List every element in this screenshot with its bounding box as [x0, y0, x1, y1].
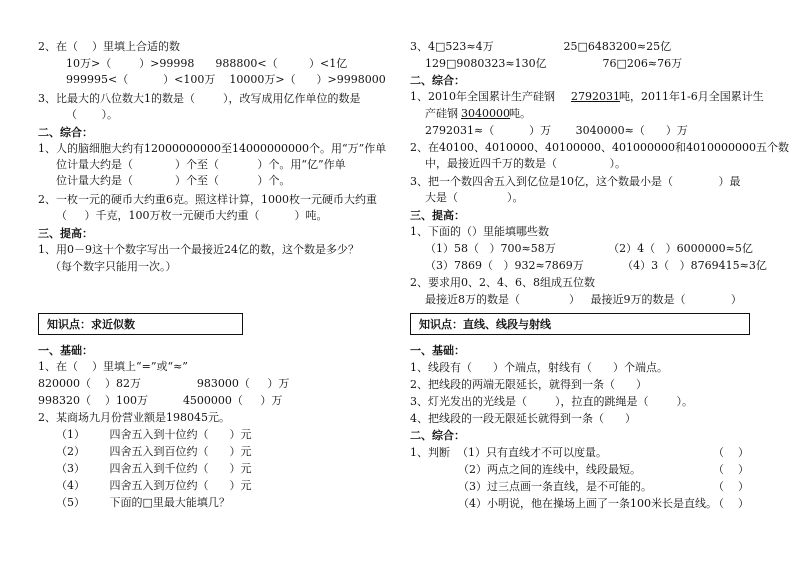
right-text-line: （3）7869（ ）932≈7869万 （4）3（ ）8769415≈3亿 — [425, 259, 767, 272]
left-text-line: 位计量大约是（ ）个至（ ）个。用“亿”作单 — [56, 158, 346, 171]
left-text-line: （每个数字只能用一次。） — [50, 260, 177, 273]
right-text-line: 一、基础： — [410, 344, 465, 357]
left-text-line: 998320（ ）100万 4500000（ ）万 — [38, 394, 283, 407]
right-text-line: 3、灯光发出的光线是（ ），拉直的跳绳是（ ）。 — [410, 395, 693, 408]
right-text-line: （2）两点之间的连线中，线段最短。 — [458, 463, 641, 476]
right-text-line: 129□9080323≈130亿 76□206≈76万 — [425, 57, 683, 70]
right-text-line: 2、把线段的两端无限延长，就得到一条（ ） — [410, 378, 647, 391]
right-text-line: 产硅钢 — [425, 107, 458, 120]
right-text-line: 三、提高： — [410, 209, 465, 222]
right-text-line: 3、4□523≈4万 25□6483200≈25亿 — [410, 40, 672, 53]
right-text-line: 最接近8万的数是（ ） 最接近9万的数是（ ） — [425, 293, 742, 306]
right-text-line: 2、要求用0、2、4、6、8组成五位数 — [410, 276, 595, 289]
right-text-line: 二、综合： — [410, 74, 465, 87]
left-text-line: （ ）。 — [66, 108, 118, 121]
right-text-line: 3、把一个数四舍五入到亿位是10亿，这个数最小是（ ）最 — [410, 175, 741, 188]
left-text-line: 三、提高： — [38, 227, 93, 240]
left-text-line: 2、某商场九月份营业额是198045元。 — [38, 411, 230, 424]
left-text-line: 2、一枚一元的硬币大约重6克。照这样计算，1000枚一元硬币大约重 — [38, 193, 377, 206]
left-text-line: 2、在（ ）里填上合适的数 — [38, 40, 180, 53]
right-text-line: （ ） — [713, 463, 749, 476]
right-text-line: 2792031≈（ ）万 3040000≈（ ）万 — [425, 124, 688, 137]
right-text-line: （3）过三点画一条直线，是不可能的。 — [458, 480, 652, 493]
right-text-line: 1、判断 （1）只有直线才不可以度量。 — [410, 446, 607, 459]
left-text-line: 10万>（ ）>99998 988800<（ ）<1亿 — [66, 57, 348, 70]
right-text-line: （1）58（ ）700≈58万 （2）4（ ）6000000≈5亿 — [425, 242, 753, 255]
left-text-line: 999995<（ ）<100万 10000万>（ ）>9998000 — [66, 73, 386, 86]
right-text-line: （4）小明说，他在操场上画了一条100米长是直线。 — [458, 497, 717, 510]
right-text-line: 吨，2011年1-6月全国累计生 — [619, 90, 764, 103]
right-text-line: 2、在40100、4010000、40100000、401000000和4010000000五个数 — [410, 141, 789, 154]
right-text-line: （ ） — [713, 446, 749, 459]
right-text-line: 1、线段有（ ）个端点，射线有（ ）个端点。 — [410, 361, 668, 374]
right-text-line: 2792031 — [571, 90, 620, 103]
left-text-line: （3） 四舍五入到千位约（ ）元 — [56, 462, 252, 475]
left-text-line: 1、用0－9这十个数字写出一个最接近24亿的数，这个数是多少？ — [38, 243, 359, 256]
right-text-line: 大是（ ）。 — [425, 191, 524, 204]
left-text-line: 位计量大约是（ ）个至（ ）个。 — [56, 174, 291, 187]
left-text-line: （4） 四舍五入到万位约（ ）元 — [56, 479, 252, 492]
right-text-line: 1、下面的（）里能填哪些数 — [410, 225, 549, 238]
left-text-line: 一、基础： — [38, 344, 93, 357]
right-text-line: （ ） — [713, 497, 749, 510]
left-text-line: 1、在（ ）里填上“=”或“≈” — [38, 360, 188, 373]
right-text-line: 3040000 — [461, 107, 510, 120]
right-text-line: 吨。 — [509, 107, 531, 120]
right-text-line: 二、综合： — [410, 429, 465, 442]
left-text-line: 820000（ ）82万 983000（ ）万 — [38, 377, 290, 390]
right-text-line: （ ） — [713, 480, 749, 493]
left-text-line: 二、综合： — [38, 126, 93, 139]
right-text-line: 4、把线段的一段无限延长就得到一条（ ） — [410, 412, 636, 425]
right-text-line: 中，最接近四千万的数是（ ）。 — [425, 157, 626, 170]
right-text-line: 1、2010年全国累计生产硅钢 — [410, 90, 555, 103]
left-text-line: （1） 四舍五入到十位约（ ）元 — [56, 428, 252, 441]
left-text-line: （2） 四舍五入到百位约（ ）元 — [56, 445, 252, 458]
section-title-approximation: 知识点：求近似数 — [38, 313, 243, 335]
left-text-line: 3、比最大的八位数大1的数是（ ），改写成用亿作单位的数是 — [38, 92, 361, 105]
left-text-line: 1、人的脑细胞大约有12000000000至14000000000个。用“万”作单 — [38, 142, 387, 155]
left-text-line: （ ）千克，100万枚一元硬币大约重（ ）吨。 — [56, 209, 328, 222]
left-text-line: （5） 下面的□里最大能填几？ — [56, 496, 230, 509]
section-title-lines: 知识点：直线、线段与射线 — [410, 313, 750, 335]
